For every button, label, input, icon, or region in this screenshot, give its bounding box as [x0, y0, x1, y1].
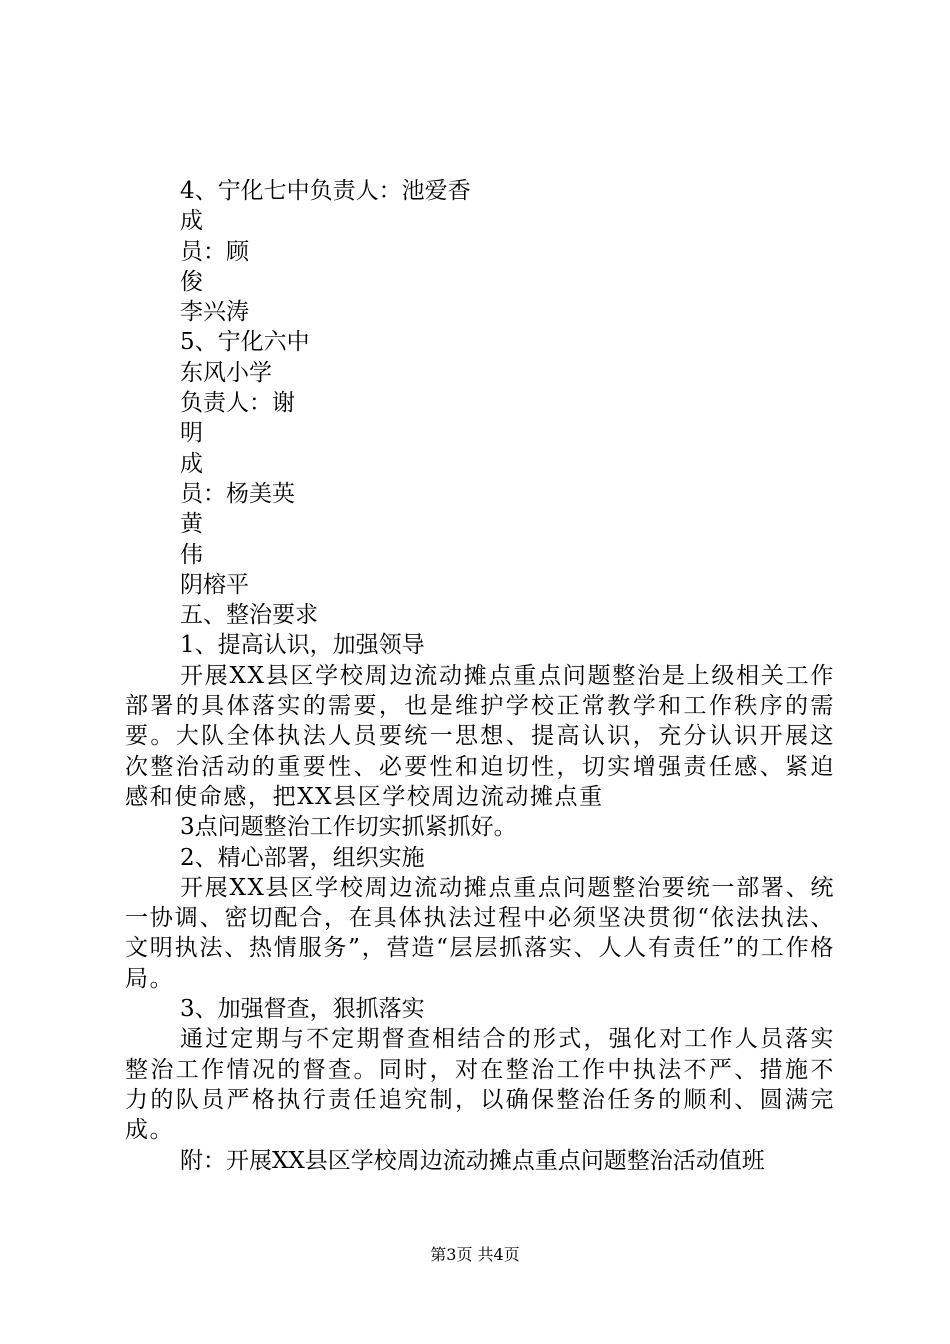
text-line: 李兴涛 — [180, 299, 249, 326]
text-line: 成 — [180, 208, 203, 235]
text-line: 员：顾 — [180, 238, 249, 265]
text-line: 俊 — [180, 268, 203, 295]
text-line: 5、宁化六中 — [180, 329, 310, 356]
text-line: 阴榕平 — [180, 571, 249, 598]
paragraph: 附：开展XX县区学校周边流动摊点重点问题整治活动值班 — [180, 1147, 765, 1174]
text-line: 4、宁化七中负责人：池爱香 — [180, 178, 471, 204]
text-line: 3点问题整治工作切实抓紧抓好。 — [180, 814, 517, 841]
subsection-heading: 3、加强督查，狠抓落实 — [180, 996, 425, 1023]
text-line: 东风小学 — [180, 359, 272, 386]
text-line: 成 — [180, 450, 203, 477]
text-line: 负责人：谢 — [180, 390, 295, 417]
subsection-heading: 1、提高认识，加强领导 — [180, 632, 425, 659]
subsection-heading: 2、精心部署，组织实施 — [180, 844, 425, 871]
text-line: 员：杨美英 — [180, 480, 295, 507]
document-body — [125, 176, 835, 1176]
page-number-footer: 第3页 共4页 — [430, 1245, 520, 1264]
text-line: 明 — [180, 420, 203, 447]
paragraph: 开展XX县区学校周边流动摊点重点问题整治要统一部署、统一协调、密切配合，在具体执法过程中必须坚决贯彻“依法执法、文明执法、热情服务”，营造“层层抓落实、人人有责任”的工作格局。 — [125, 874, 835, 992]
section-heading: 五、整治要求 — [180, 602, 318, 629]
paragraph: 开展XX县区学校周边流动摊点重点问题整治是上级相关工作部署的具体落实的需要，也是维护学校正常教学和工作秩序的需要。大队全体执法人员要统一思想、提高认识，充分认识开展这次整治活动的重要性、必要性和迫切性，切实增强责任感、紧迫感和使命感，把XX县区学校周边流动摊点重 — [125, 662, 835, 810]
text-line: 伟 — [180, 541, 203, 568]
text-line: 黄 — [180, 511, 203, 538]
paragraph: 通过定期与不定期督查相结合的形式，强化对工作人员落实整治工作情况的督查。同时，对在整治工作中执法不严、措施不力的队员严格执行责任追究制，以确保整治任务的顺利、圆满完成。 — [125, 1026, 835, 1144]
